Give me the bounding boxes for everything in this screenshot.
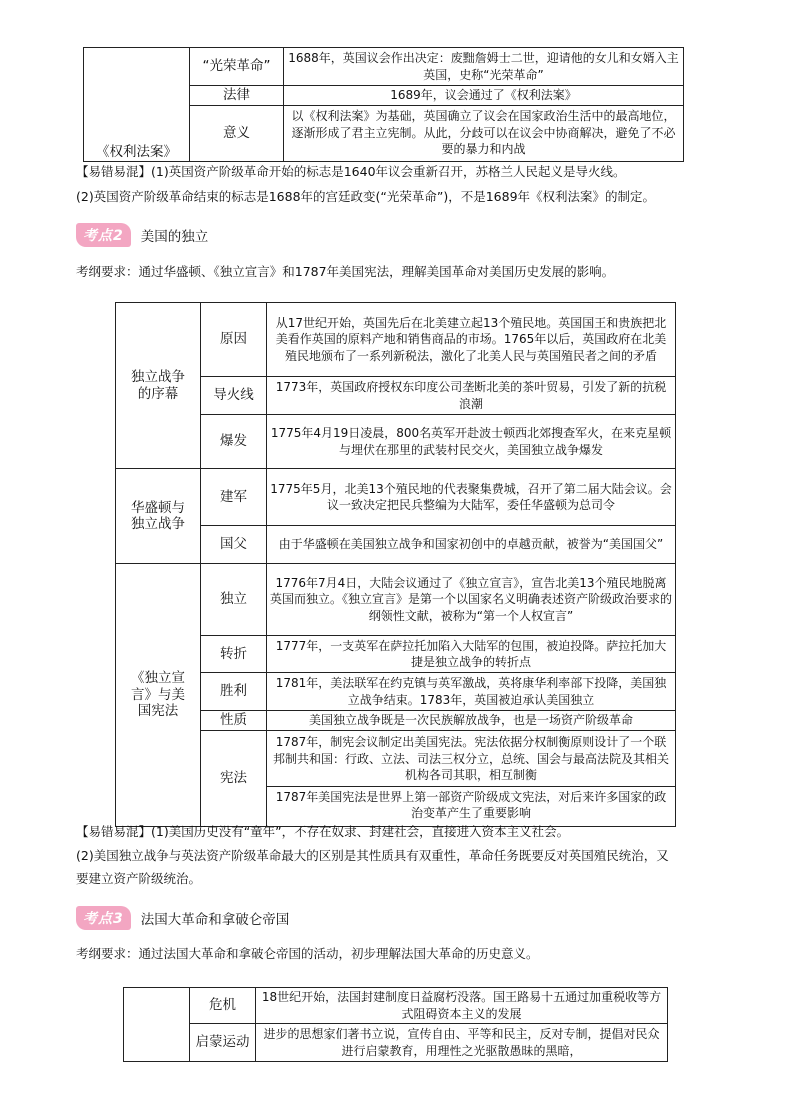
row-label: 意义	[190, 105, 284, 161]
exam-requirement: 考纲要求：通过华盛顿、《独立宣言》和1787年美国宪法，理解美国革命对美国历史发展的影响。	[76, 264, 615, 279]
row-text: 由于华盛顿在美国独立战争和国家初创中的卓越贡献，被誉为“美国国父”	[267, 526, 676, 564]
row-label: 转折	[201, 636, 267, 673]
kaodian-title: 美国的独立	[140, 229, 209, 245]
row-text: 1689年，议会通过了《权利法案》	[284, 86, 684, 106]
row-label: 启蒙运动	[190, 1024, 256, 1062]
table-french-revolution	[123, 987, 668, 1062]
row-label: 国父	[201, 526, 267, 564]
row-text: 1787年，制宪会议制定出美国宪法。宪法依据分权制衡原则设计了一个联邦制共和国：行政、立法、司法三权分立，总统、国会与最高法院及其相关机构各司其职，相互制衡	[267, 732, 675, 787]
row-text: 1776年7月4日，大陆会议通过了《独立宣言》，宣告北美13个殖民地脱离英国而独立。《独立宣言》是第一个以国家名义明确表述资产阶级政治要求的纲领性文献，被称为“第一个人权宣言”	[267, 564, 676, 636]
row-text: 美国独立战争既是一次民族解放战争，也是一场资产阶级革命	[267, 711, 676, 731]
table-american-independence	[115, 302, 676, 827]
row-text: 18世纪开始，法国封建制度日益腐朽没落。国王路易十五通过加重税收等方式阻碍资本主义的发展	[256, 988, 668, 1024]
kaodian-title: 法国大革命和拿破仑帝国	[140, 912, 290, 928]
row-text: 1688年，英国议会作出决定：废黜詹姆士二世，迎请他的女儿和女婿入主英国，史称“光荣革命”	[284, 48, 684, 86]
exam-requirement: 考纲要求：通过法国大革命和拿破仑帝国的活动，初步理解法国大革命的历史意义。	[76, 946, 539, 961]
row-label: 危机	[190, 988, 256, 1024]
kaodian-heading	[76, 906, 289, 930]
row-text: 1775年5月，北美13个殖民地的代表聚集费城，召开了第二届大陆会议。会议一致决定把民兵整编为大陆军，委任华盛顿为总司令	[267, 469, 676, 526]
row-text: 1777年，一支英军在萨拉托加陷入大陆军的包围，被迫投降。萨拉托加大捷是独立战争的转折点	[267, 636, 676, 673]
row-label: 建军	[201, 469, 267, 526]
kaodian-badge: 考点2	[76, 223, 131, 247]
row-label: 法律	[190, 86, 284, 106]
constitution-cell	[267, 730, 676, 826]
table-glorious-revolution	[83, 47, 684, 162]
yicuo-line: 【易错易混】(1)美国历史没有“童年”，不存在奴隶、封建社会，直接进入资本主义社会。	[76, 824, 570, 839]
group-label: 《权利法案》	[84, 48, 190, 162]
kaodian-badge: 考点3	[76, 906, 131, 930]
row-label: 导火线	[201, 377, 267, 415]
row-label: 性质	[201, 711, 267, 731]
group-label: 独立战争的序幕	[116, 303, 201, 469]
row-text: 以《权利法案》为基础，英国确立了议会在国家政治生活中的最高地位，逐渐形成了君主立宪制。从此，分歧可以在议会中协商解决，避免了不必要的暴力和内战	[284, 105, 684, 161]
yicuo-line: (2)英国资产阶级革命结束的标志是1688年的宫廷政变(“光荣革命”)，不是1689年《权利法案》的制定。	[76, 189, 656, 204]
row-label: 爆发	[201, 415, 267, 469]
group-label: 华盛顿与独立战争	[116, 469, 201, 564]
row-label: 宪法	[201, 730, 267, 826]
group-label: 《独立宣言》与美国宪法	[116, 564, 201, 827]
row-label: 原因	[201, 303, 267, 377]
row-text: 1787年美国宪法是世界上第一部资产阶级成文宪法，对后来许多国家的政治变革产生了重要影响	[275, 789, 667, 821]
yicuo-line: (2)美国独立战争与英法资产阶级革命最大的区别是其性质具有双重性，革命任务既要反对英国殖民统治，又	[76, 848, 669, 863]
yicuo-line: 【易错易混】(1)英国资产阶级革命开始的标志是1640年议会重新召开，苏格兰人民起义是导火线。	[76, 164, 626, 179]
row-label: “光荣革命”	[190, 48, 284, 86]
group-label	[124, 988, 190, 1062]
row-text: 1781年，美法联军在约克镇与英军激战，英将康华利率部下投降，美国独立战争结束。1783年，英国被迫承认美国独立	[267, 673, 676, 711]
row-label: 胜利	[201, 673, 267, 711]
row-text: 1775年4月19日凌晨，800名英军开赴波士顿西北郊搜查军火，在来克星顿与埋伏在那里的武装村民交火，美国独立战争爆发	[267, 415, 676, 469]
row-text: 进步的思想家们著书立说，宣传自由、平等和民主，反对专制，提倡对民众进行启蒙教育，用理性之光驱散愚昧的黑暗，	[256, 1024, 668, 1062]
row-label: 独立	[201, 564, 267, 636]
row-text: 1773年，英国政府授权东印度公司垄断北美的茶叶贸易，引发了新的抗税浪潮	[267, 377, 676, 415]
yicuo-line: 要建立资产阶级统治。	[76, 871, 202, 886]
kaodian-heading	[76, 223, 208, 247]
row-text: 从17世纪开始，英国先后在北美建立起13个殖民地。英国国王和贵族把北美看作英国的原料产地和销售商品的市场。1765年以后，英国政府在北美殖民地颁布了一系列新税法，激化了北美人民与英国殖民者之间的矛盾	[267, 303, 676, 377]
